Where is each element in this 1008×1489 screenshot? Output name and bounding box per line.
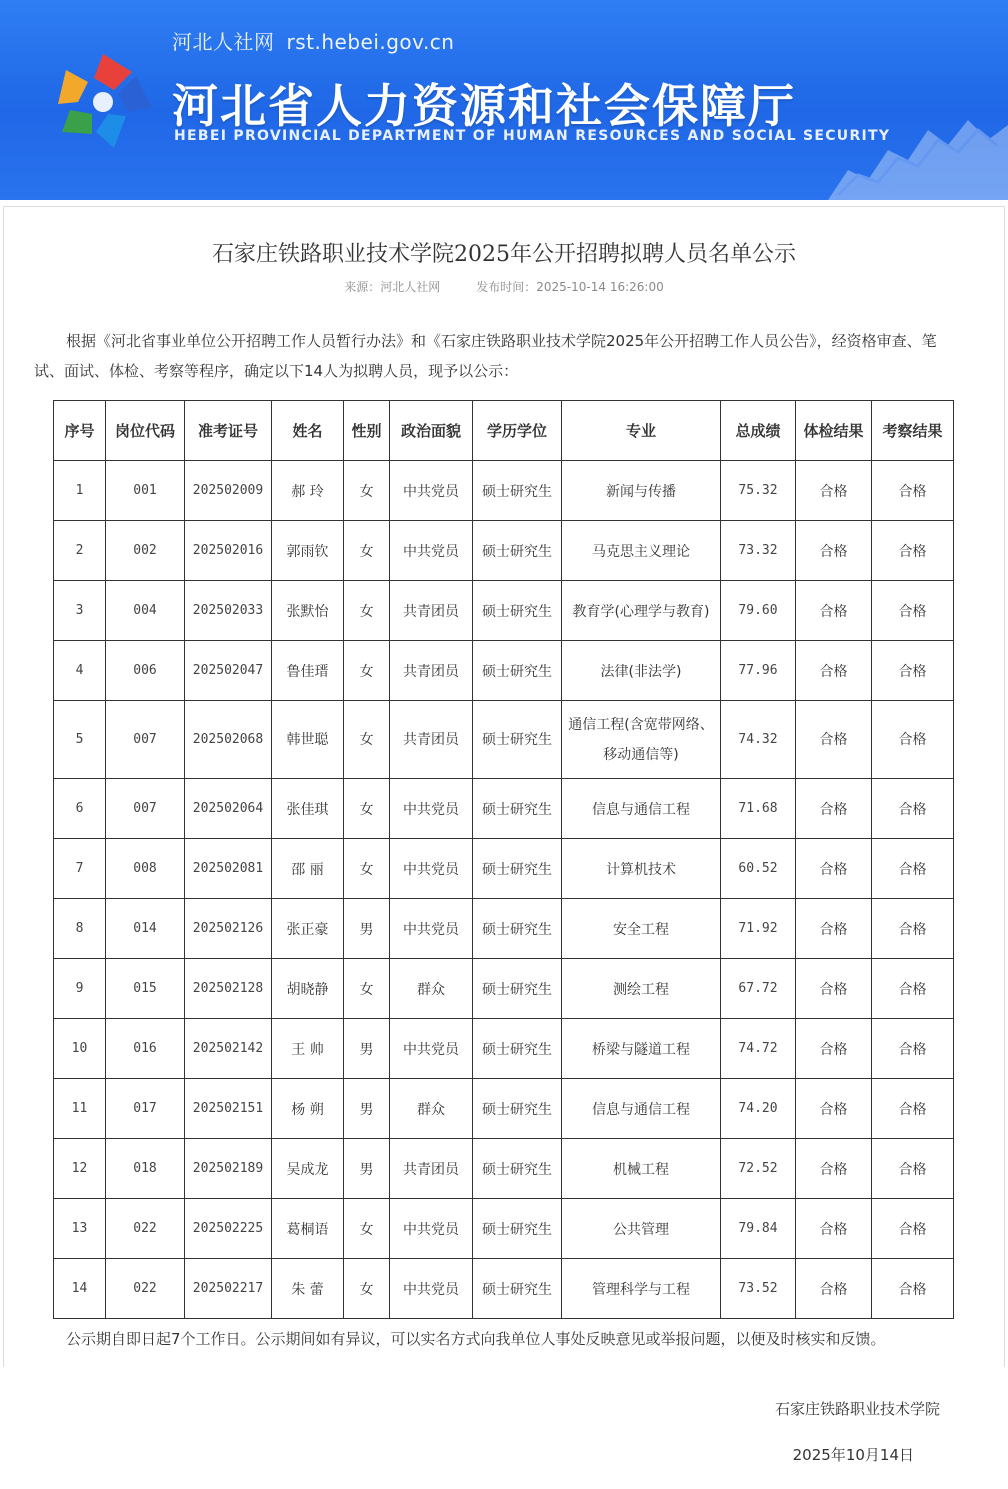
table-cell: 中共党员 xyxy=(390,521,473,581)
table-cell: 韩世聪 xyxy=(272,701,344,779)
column-header: 学历学位 xyxy=(473,401,562,461)
table-row xyxy=(54,1199,954,1259)
table-cell: 202502217 xyxy=(185,1259,272,1319)
column-header: 专业 xyxy=(562,401,721,461)
table-cell: 合格 xyxy=(796,1019,872,1079)
table-cell: 硕士研究生 xyxy=(473,641,562,701)
table-cell: 67.72 xyxy=(721,959,796,1019)
table-row xyxy=(54,899,954,959)
table-cell: 马克思主义理论 xyxy=(562,521,721,581)
table-cell: 合格 xyxy=(872,581,954,641)
publicity-notice: 公示期自即日起7个工作日。公示期间如有异议，可以实名方式向我单位人事处反映意见或举报问题，以便及时核实和反馈。 xyxy=(66,1330,886,1348)
table-cell: 张佳琪 xyxy=(272,779,344,839)
table-cell: 202502081 xyxy=(185,839,272,899)
table-cell: 合格 xyxy=(872,1259,954,1319)
site-name: 河北人社网 xyxy=(172,30,275,54)
table-cell: 群众 xyxy=(390,1079,473,1139)
table-cell: 信息与通信工程 xyxy=(562,779,721,839)
table-cell: 合格 xyxy=(872,701,954,779)
table-cell: 合格 xyxy=(872,1079,954,1139)
column-header: 考察结果 xyxy=(872,401,954,461)
table-cell: 11 xyxy=(54,1079,106,1139)
table-row xyxy=(54,521,954,581)
table-cell: 合格 xyxy=(796,1139,872,1199)
table-cell: 74.32 xyxy=(721,701,796,779)
table-cell: 硕士研究生 xyxy=(473,839,562,899)
table-body xyxy=(54,461,954,1319)
table-cell: 001 xyxy=(106,461,185,521)
table-cell: 合格 xyxy=(872,1199,954,1259)
table-cell: 合格 xyxy=(872,899,954,959)
table-cell: 女 xyxy=(344,959,390,1019)
table-cell: 硕士研究生 xyxy=(473,1079,562,1139)
table-cell: 胡晓静 xyxy=(272,959,344,1019)
table-cell: 女 xyxy=(344,1259,390,1319)
column-header: 总成绩 xyxy=(721,401,796,461)
table-cell: 朱 蕾 xyxy=(272,1259,344,1319)
table-cell: 10 xyxy=(54,1019,106,1079)
table-row xyxy=(54,1259,954,1319)
table-row xyxy=(54,641,954,701)
table-cell: 共青团员 xyxy=(390,641,473,701)
column-header: 岗位代码 xyxy=(106,401,185,461)
table-cell: 硕士研究生 xyxy=(473,1259,562,1319)
table-cell: 202502047 xyxy=(185,641,272,701)
table-cell: 女 xyxy=(344,641,390,701)
table-cell: 018 xyxy=(106,1139,185,1199)
table-cell: 202502128 xyxy=(185,959,272,1019)
table-cell: 202502009 xyxy=(185,461,272,521)
site-url: rst.hebei.gov.cn xyxy=(286,30,455,54)
table-cell: 5 xyxy=(54,701,106,779)
table-cell: 13 xyxy=(54,1199,106,1259)
table-row xyxy=(54,581,954,641)
table-cell: 男 xyxy=(344,1079,390,1139)
table-cell: 014 xyxy=(106,899,185,959)
table-cell: 202502189 xyxy=(185,1139,272,1199)
table-cell: 群众 xyxy=(390,959,473,1019)
table-cell: 女 xyxy=(344,461,390,521)
column-header: 政治面貌 xyxy=(390,401,473,461)
table-row xyxy=(54,839,954,899)
table-cell: 女 xyxy=(344,521,390,581)
table-cell: 共青团员 xyxy=(390,1139,473,1199)
table-cell: 008 xyxy=(106,839,185,899)
candidate-table xyxy=(53,400,954,1319)
table-cell: 硕士研究生 xyxy=(473,1199,562,1259)
table-cell: 共青团员 xyxy=(390,581,473,641)
department-logo-icon xyxy=(48,48,158,158)
table-cell: 计算机技术 xyxy=(562,839,721,899)
table-cell: 007 xyxy=(106,701,185,779)
issue-date: 2025年10月14日 xyxy=(792,1446,914,1464)
table-cell: 合格 xyxy=(796,1259,872,1319)
great-wall-decoration-icon xyxy=(828,100,1008,200)
table-cell: 73.52 xyxy=(721,1259,796,1319)
table-cell: 女 xyxy=(344,581,390,641)
table-cell: 合格 xyxy=(796,959,872,1019)
column-header: 体检结果 xyxy=(796,401,872,461)
table-cell: 14 xyxy=(54,1259,106,1319)
table-row xyxy=(54,461,954,521)
column-header: 准考证号 xyxy=(185,401,272,461)
table-cell: 71.68 xyxy=(721,779,796,839)
issuer-signature: 石家庄铁路职业技术学院 xyxy=(774,1400,940,1418)
table-cell: 安全工程 xyxy=(562,899,721,959)
table-cell: 74.72 xyxy=(721,1019,796,1079)
table-cell: 016 xyxy=(106,1019,185,1079)
table-cell: 中共党员 xyxy=(390,1199,473,1259)
site-banner xyxy=(0,0,1008,200)
table-cell: 74.20 xyxy=(721,1079,796,1139)
table-cell: 女 xyxy=(344,839,390,899)
table-cell: 中共党员 xyxy=(390,461,473,521)
table-row xyxy=(54,959,954,1019)
table-cell: 4 xyxy=(54,641,106,701)
table-cell: 硕士研究生 xyxy=(473,701,562,779)
table-cell: 合格 xyxy=(872,521,954,581)
table-cell: 女 xyxy=(344,701,390,779)
table-cell: 信息与通信工程 xyxy=(562,1079,721,1139)
table-cell: 男 xyxy=(344,1139,390,1199)
table-cell: 中共党员 xyxy=(390,899,473,959)
table-cell: 合格 xyxy=(796,701,872,779)
table-cell: 73.32 xyxy=(721,521,796,581)
table-row xyxy=(54,701,954,779)
table-cell: 共青团员 xyxy=(390,701,473,779)
table-row xyxy=(54,1019,954,1079)
table-cell: 006 xyxy=(106,641,185,701)
table-cell: 中共党员 xyxy=(390,839,473,899)
table-cell: 通信工程(含宽带网络、移动通信等) xyxy=(562,701,721,779)
table-cell: 女 xyxy=(344,1199,390,1259)
table-cell: 合格 xyxy=(796,899,872,959)
table-cell: 合格 xyxy=(872,959,954,1019)
table-cell: 男 xyxy=(344,1019,390,1079)
table-cell: 002 xyxy=(106,521,185,581)
table-cell: 合格 xyxy=(872,1139,954,1199)
table-cell: 202502016 xyxy=(185,521,272,581)
table-cell: 7 xyxy=(54,839,106,899)
table-cell: 硕士研究生 xyxy=(473,959,562,1019)
column-header: 姓名 xyxy=(272,401,344,461)
table-row xyxy=(54,1139,954,1199)
table-cell: 教育学(心理学与教育) xyxy=(562,581,721,641)
table-cell: 202502151 xyxy=(185,1079,272,1139)
table-cell: 合格 xyxy=(796,1079,872,1139)
table-cell: 8 xyxy=(54,899,106,959)
department-title-english: HEBEI PROVINCIAL DEPARTMENT OF HUMAN RESOURCES AND SOCIAL SECURITY xyxy=(174,128,891,144)
table-cell: 测绘工程 xyxy=(562,959,721,1019)
table-cell: 硕士研究生 xyxy=(473,581,562,641)
table-cell: 202502033 xyxy=(185,581,272,641)
column-header: 性别 xyxy=(344,401,390,461)
table-cell: 管理科学与工程 xyxy=(562,1259,721,1319)
table-cell: 硕士研究生 xyxy=(473,899,562,959)
article-source: 来源：河北人社网 xyxy=(344,280,441,294)
department-title: 河北省人力资源和社会保障厅 xyxy=(172,79,796,133)
table-cell: 张默怡 xyxy=(272,581,344,641)
table-cell: 9 xyxy=(54,959,106,1019)
table-cell: 中共党员 xyxy=(390,779,473,839)
table-row xyxy=(54,1079,954,1139)
table-cell: 004 xyxy=(106,581,185,641)
table-cell: 郝 玲 xyxy=(272,461,344,521)
table-cell: 022 xyxy=(106,1199,185,1259)
table-header-row xyxy=(54,401,954,461)
table-cell: 79.60 xyxy=(721,581,796,641)
table-cell: 77.96 xyxy=(721,641,796,701)
table-cell: 邵 丽 xyxy=(272,839,344,899)
table-cell: 202502064 xyxy=(185,779,272,839)
table-cell: 1 xyxy=(54,461,106,521)
table-cell: 6 xyxy=(54,779,106,839)
table-cell: 合格 xyxy=(796,581,872,641)
article-intro: 根据《河北省事业单位公开招聘工作人员暂行办法》和《石家庄铁路职业技术学院2025年公开招聘工作人员公告》，经资格审查、笔试、面试、体检、考察等程序，确定以下14人为拟聘人员，现予以公示： xyxy=(34,332,937,380)
table-cell: 硕士研究生 xyxy=(473,1019,562,1079)
table-cell: 022 xyxy=(106,1259,185,1319)
table-cell: 60.52 xyxy=(721,839,796,899)
table-cell: 合格 xyxy=(872,1019,954,1079)
table-row xyxy=(54,779,954,839)
table-cell: 中共党员 xyxy=(390,1019,473,1079)
table-cell: 张正豪 xyxy=(272,899,344,959)
table-cell: 合格 xyxy=(872,461,954,521)
table-cell: 71.92 xyxy=(721,899,796,959)
table-cell: 202502068 xyxy=(185,701,272,779)
table-cell: 男 xyxy=(344,899,390,959)
table-cell: 机械工程 xyxy=(562,1139,721,1199)
table-cell: 中共党员 xyxy=(390,1259,473,1319)
table-cell: 吴成龙 xyxy=(272,1139,344,1199)
table-cell: 2 xyxy=(54,521,106,581)
site-identity[interactable] xyxy=(172,26,454,55)
table-cell: 合格 xyxy=(872,839,954,899)
table-cell: 硕士研究生 xyxy=(473,779,562,839)
table-cell: 合格 xyxy=(796,1199,872,1259)
table-cell: 79.84 xyxy=(721,1199,796,1259)
table-cell: 硕士研究生 xyxy=(473,521,562,581)
article-title: 石家庄铁路职业技术学院2025年公开招聘拟聘人员名单公示 xyxy=(212,242,796,267)
table-cell: 007 xyxy=(106,779,185,839)
table-cell: 合格 xyxy=(796,521,872,581)
table-cell: 硕士研究生 xyxy=(473,1139,562,1199)
table-cell: 郭雨钦 xyxy=(272,521,344,581)
table-cell: 桥梁与隧道工程 xyxy=(562,1019,721,1079)
table-cell: 202502126 xyxy=(185,899,272,959)
table-cell: 公共管理 xyxy=(562,1199,721,1259)
table-cell: 女 xyxy=(344,779,390,839)
table-cell: 合格 xyxy=(872,779,954,839)
article-meta xyxy=(0,278,1008,295)
table-cell: 合格 xyxy=(796,461,872,521)
table-cell: 合格 xyxy=(796,839,872,899)
table-cell: 法律(非法学) xyxy=(562,641,721,701)
column-header: 序号 xyxy=(54,401,106,461)
table-cell: 杨 朔 xyxy=(272,1079,344,1139)
article-publish-time: 发布时间：2025-10-14 16:26:00 xyxy=(476,280,664,294)
table-cell: 鲁佳瑨 xyxy=(272,641,344,701)
table-cell: 合格 xyxy=(796,641,872,701)
table-cell: 合格 xyxy=(796,779,872,839)
table-cell: 202502225 xyxy=(185,1199,272,1259)
table-cell: 硕士研究生 xyxy=(473,461,562,521)
table-cell: 3 xyxy=(54,581,106,641)
table-cell: 合格 xyxy=(872,641,954,701)
table-cell: 017 xyxy=(106,1079,185,1139)
table-cell: 75.32 xyxy=(721,461,796,521)
table-cell: 葛桐语 xyxy=(272,1199,344,1259)
table-cell: 202502142 xyxy=(185,1019,272,1079)
table-cell: 新闻与传播 xyxy=(562,461,721,521)
table-cell: 72.52 xyxy=(721,1139,796,1199)
table-cell: 12 xyxy=(54,1139,106,1199)
table-cell: 015 xyxy=(106,959,185,1019)
table-cell: 王 帅 xyxy=(272,1019,344,1079)
